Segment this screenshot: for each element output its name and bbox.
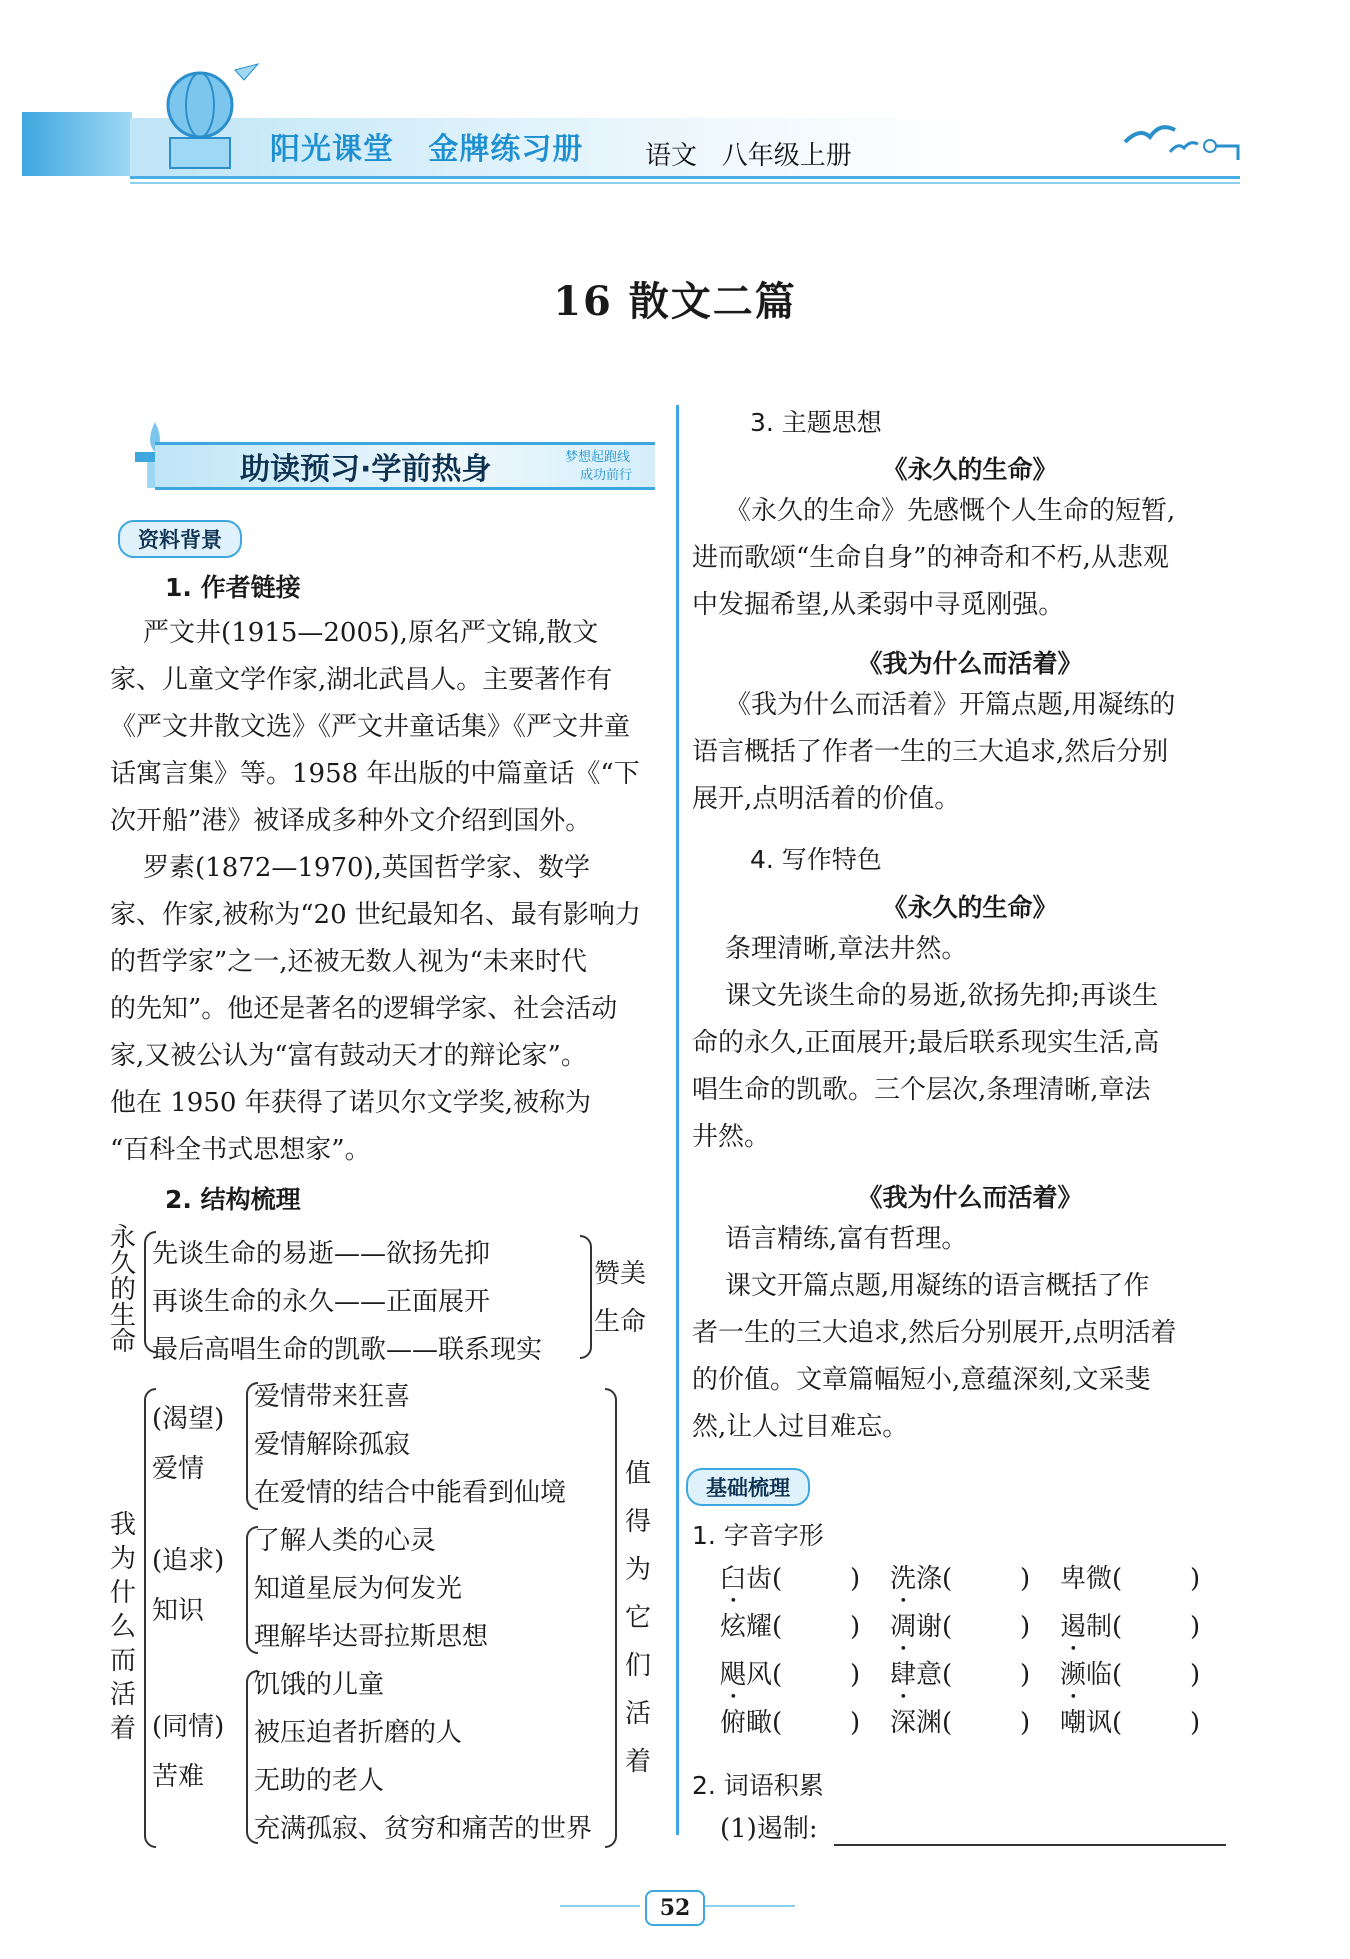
column-divider [676, 405, 679, 1835]
group-title-love: 爱情 [152, 1454, 205, 1484]
structure-result: 赞美 [594, 1259, 647, 1289]
group-item: 理解毕达哥拉斯思想 [254, 1622, 489, 1652]
text-line: 《严文井散文选》《严文井童话集》《严文井童 [110, 712, 631, 742]
footer-rule-right [705, 1905, 795, 1907]
page-header [0, 0, 1350, 200]
text-line: 井然。 [692, 1122, 771, 1152]
word-item[interactable]: 俯瞰( [720, 1708, 783, 1738]
right-brace [580, 1235, 592, 1359]
heading-structure: 2. 结构梳理 [165, 1185, 301, 1214]
text-line: 命的永久,正面展开;最后联系现实生活,高 [692, 1028, 1160, 1058]
group-item: 无助的老人 [254, 1766, 385, 1796]
subheading-why-live-2: 《我为什么而活着》 [857, 1183, 1083, 1212]
text-line: 条理清晰,章法井然。 [692, 934, 968, 964]
text-line: 中发掘希望,从柔弱中寻觅刚强。 [692, 590, 1065, 620]
features-paragraph-2 [692, 1216, 1177, 1451]
heading-theme: 3. 主题思想 [750, 408, 882, 437]
paren-close: ) [1190, 1660, 1201, 1690]
group-item: 被压迫者折磨的人 [254, 1718, 463, 1748]
group-title-knowledge: (追求) [152, 1546, 225, 1576]
preview-banner [115, 432, 655, 492]
paren-close: ) [850, 1660, 861, 1690]
banner-slogan-1: 梦想起跑线 [565, 450, 631, 465]
text-line: 课文先谈生命的易逝,欲扬先抑;再谈生 [692, 981, 1159, 1011]
structure-item: 先谈生命的易逝——欲扬先抑 [152, 1239, 491, 1269]
text-line: 严文井(1915—2005),原名严文锦,散文 [110, 618, 599, 648]
vocab-question-1: (1)遏制: [720, 1814, 818, 1844]
word-item[interactable]: 嘲讽( [1060, 1708, 1123, 1738]
paren-close: ) [1020, 1564, 1031, 1594]
subject-grade: 语文 八年级上册 [645, 141, 852, 171]
structure-item: 最后高唱生命的凯歌——联系现实 [152, 1335, 543, 1365]
group-title-knowledge: 知识 [152, 1596, 205, 1626]
text-line: 家、作家,被称为“20 世纪最知名、最有影响力 [110, 900, 641, 930]
group-item: 知道星辰为何发光 [254, 1574, 463, 1604]
subheading-eternal-life: 《永久的生命》 [882, 455, 1058, 484]
structure-result: 值得为它们活着 [624, 1459, 651, 1777]
heading-author-link: 1. 作者链接 [165, 573, 301, 602]
text-line: 话寓言集》等。1958 年出版的中篇童话《“下 [110, 759, 640, 789]
text-line: “百科全书式思想家”。 [110, 1135, 371, 1165]
word-item[interactable]: 肆意( [890, 1660, 953, 1690]
outer-right-brace [605, 1388, 617, 1848]
group-item: 充满孤寂、贫穷和痛苦的世界 [254, 1814, 593, 1844]
paren-close: ) [1020, 1708, 1031, 1738]
text-line: 展开,点明活着的价值。 [692, 784, 961, 814]
group-item: 爱情带来狂喜 [254, 1382, 411, 1412]
group-title-suffering: 苦难 [152, 1762, 205, 1792]
word-item[interactable]: 濒临( [1060, 1660, 1123, 1690]
text-line: 罗素(1872—1970),英国哲学家、数学 [110, 853, 590, 883]
text-line: 的哲学家”之一,还被无数人视为“未来时代 [110, 947, 587, 977]
footer-rule-left [560, 1905, 640, 1907]
word-item[interactable]: 深渊( [890, 1708, 953, 1738]
birds-icon [1120, 112, 1240, 172]
paren-close: ) [850, 1708, 861, 1738]
group-title-love: (渴望) [152, 1404, 225, 1434]
text-line: 的先知”。他还是著名的逻辑学家、社会活动 [110, 994, 618, 1024]
structure-result: 生命 [594, 1307, 647, 1337]
text-line: 次开船”港》被译成多种外文介绍到国外。 [110, 806, 592, 836]
text-line: 家、儿童文学作家,湖北武昌人。主要著作有 [110, 665, 613, 695]
heading-vocabulary: 2. 词语积累 [692, 1771, 824, 1800]
text-line: 唱生命的凯歌。三个层次,条理清晰,章法 [692, 1075, 1151, 1105]
text-line: 他在 1950 年获得了诺贝尔文学奖,被称为 [110, 1088, 591, 1118]
header-rule [130, 182, 1240, 184]
structure-item: 再谈生命的永久——正面展开 [152, 1287, 491, 1317]
structure-label: 永久的生命 [109, 1223, 136, 1357]
header-accent-bar [22, 112, 132, 176]
features-paragraph-1 [692, 926, 1159, 1161]
paren-close: ) [1020, 1660, 1031, 1690]
text-line: 语言精练,富有哲理。 [692, 1224, 968, 1254]
paren-close: ) [850, 1564, 861, 1594]
text-line: 的价值。文章篇幅短小,意蕴深刻,文采斐 [692, 1365, 1151, 1395]
text-line: 《我为什么而活着》开篇点题,用凝练的 [692, 690, 1176, 720]
heading-writing-features: 4. 写作特色 [750, 845, 882, 874]
paren-close: ) [1020, 1612, 1031, 1642]
text-line: 课文开篇点题,用凝练的语言概括了作 [692, 1271, 1150, 1301]
group-item: 饥饿的儿童 [254, 1670, 385, 1700]
theme-paragraph-2 [692, 682, 1175, 823]
heading-pronunciation: 1. 字音字形 [692, 1521, 824, 1550]
paren-close: ) [1190, 1564, 1201, 1594]
text-line: 家,又被公认为“富有鼓动天才的辩论家”。 [110, 1041, 587, 1071]
group-title-suffering: (同情) [152, 1712, 225, 1742]
word-item[interactable]: 飓风( [720, 1660, 783, 1690]
banner-slogan-2: 成功前行 [580, 468, 633, 483]
paren-close: ) [850, 1612, 861, 1642]
word-item[interactable]: 洗涤( [890, 1564, 953, 1594]
subheading-why-live: 《我为什么而活着》 [857, 649, 1083, 678]
word-item[interactable]: 遏制( [1060, 1612, 1123, 1642]
group-item: 在爱情的结合中能看到仙境 [254, 1478, 567, 1508]
word-item[interactable]: 炫耀( [720, 1612, 783, 1642]
globe-mascot-icon [140, 60, 260, 170]
structure-label: 我为什么而活着 [109, 1510, 136, 1744]
word-item[interactable]: 凋谢( [890, 1612, 953, 1642]
text-line: 者一生的三大追求,然后分别展开,点明活着 [692, 1318, 1177, 1348]
paren-close: ) [1190, 1612, 1201, 1642]
theme-paragraph-1 [692, 488, 1175, 629]
banner-title: 助读预习·学前热身 [240, 452, 492, 487]
text-line: 《永久的生命》先感慨个人生命的短暂, [692, 496, 1176, 526]
text-line: 然,让人过目难忘。 [692, 1412, 909, 1442]
word-item[interactable]: 臼齿( [720, 1564, 783, 1594]
tag-background-info: 资料背景 [118, 520, 242, 558]
series-title: 阳光课堂 金牌练习册 [270, 132, 584, 167]
author-paragraph-1 [110, 610, 641, 1174]
lesson-title: 16 散文二篇 [553, 278, 797, 325]
text-line: 进而歌颂“生命自身”的神奇和不朽,从悲观 [692, 543, 1169, 573]
subheading-eternal-life-2: 《永久的生命》 [882, 893, 1058, 922]
answer-line[interactable] [834, 1842, 1226, 1846]
paren-close: ) [1190, 1708, 1201, 1738]
word-item[interactable]: 卑微( [1060, 1564, 1123, 1594]
page-number: 52 [645, 1890, 705, 1926]
text-line: 语言概括了作者一生的三大追求,然后分别 [692, 737, 1169, 767]
group-item: 了解人类的心灵 [254, 1526, 437, 1556]
group-item: 爱情解除孤寂 [254, 1430, 411, 1460]
tag-basic-review: 基础梳理 [686, 1468, 810, 1506]
